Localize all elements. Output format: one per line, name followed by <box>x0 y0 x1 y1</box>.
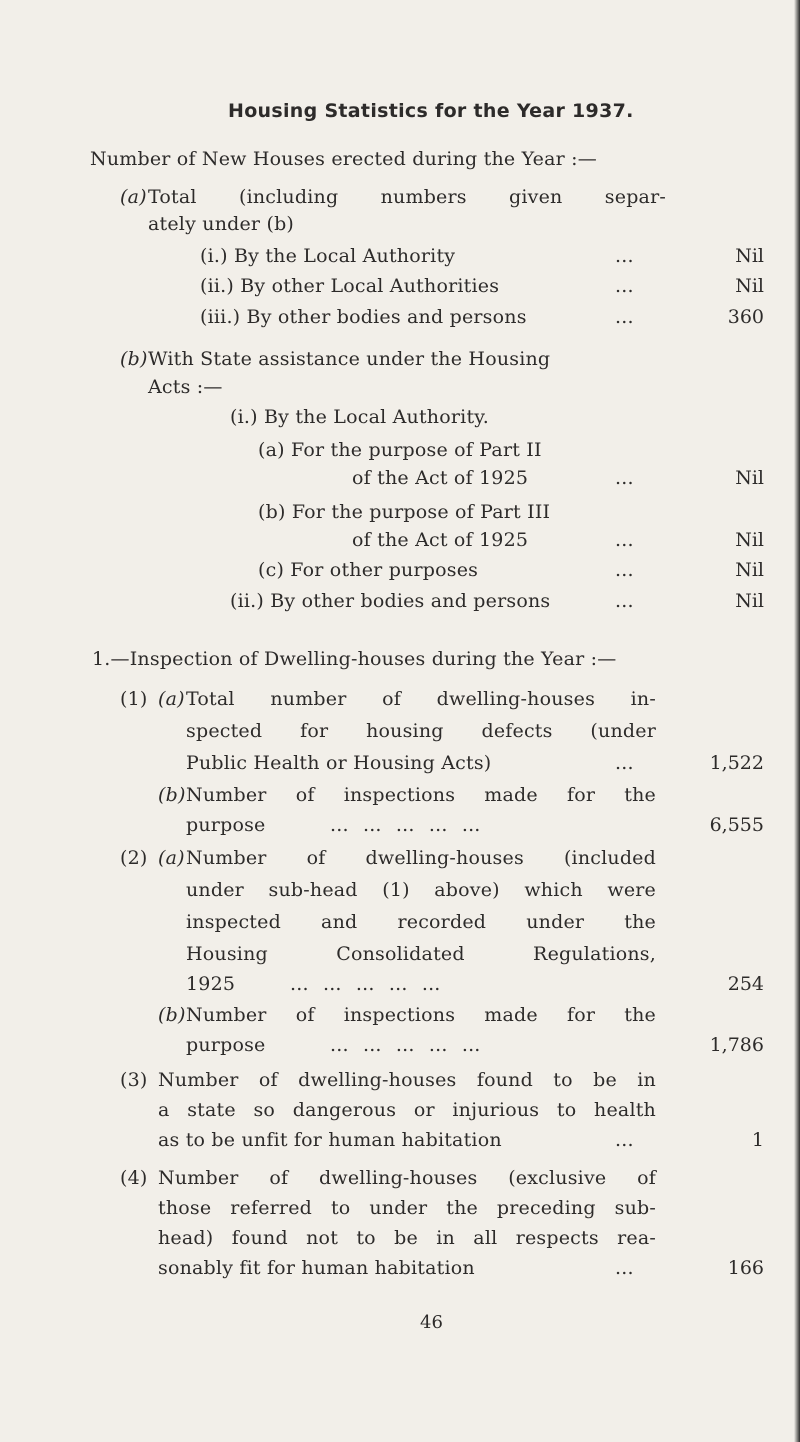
i1-number: (1) <box>120 688 148 710</box>
i1b-value: 6,555 <box>709 814 764 836</box>
item-a-text-line2: ately under (b) <box>148 213 295 235</box>
new-houses-heading: Number of New Houses erected during the Year :— <box>90 148 597 170</box>
page-number: 46 <box>420 1312 443 1333</box>
b-i-b-value: Nil <box>735 529 764 551</box>
i2a-line5: 1925 <box>186 973 236 995</box>
i4-line1: Number of dwelling-houses (exclusive of <box>158 1167 656 1189</box>
b-i-b-line2: of the Act of 1925 <box>352 529 529 551</box>
a-iii-label: (iii.) By other bodies and persons <box>200 306 527 328</box>
a-ii-label: (ii.) By other Local Authorities <box>200 275 500 297</box>
i1a-line2: spected for housing defects (under <box>186 720 656 742</box>
i1b-label: (b) <box>158 784 186 806</box>
item-b-text-line1: With State assistance under the Housing <box>148 348 551 370</box>
b-i-a-line2: of the Act of 1925 <box>352 467 529 489</box>
b-i-label: (i.) By the Local Authority. <box>230 406 489 428</box>
i2b-line1: Number of inspections made for the <box>186 1004 656 1026</box>
leader-dots: ... <box>615 306 634 328</box>
i4-line4: sonably fit for human habitation <box>158 1257 475 1279</box>
leader-dots: ... <box>615 529 634 551</box>
i3-line1: Number of dwelling-houses found to be in <box>158 1069 656 1091</box>
inspection-heading: 1.—Inspection of Dwelling-houses during the Year :— <box>92 648 617 670</box>
item-b-text-line2: Acts :— <box>148 376 223 398</box>
leader-dots: ... <box>615 275 634 297</box>
i1b-line2: purpose <box>186 814 266 836</box>
i3-line3: as to be unfit for human habitation <box>158 1129 502 1151</box>
i2b-line2: purpose <box>186 1034 266 1056</box>
i3-number: (3) <box>120 1069 148 1091</box>
i1a-value: 1,522 <box>709 752 764 774</box>
i3-value: 1 <box>751 1129 764 1151</box>
i1a-label: (a) <box>158 688 185 710</box>
i2a-line1: Number of dwelling-houses (included <box>186 847 656 869</box>
i2b-label: (b) <box>158 1004 186 1026</box>
b-i-c-value: Nil <box>735 559 764 581</box>
i4-value: 166 <box>727 1257 764 1279</box>
i3-line2: a state so dangerous or injurious to health <box>158 1099 656 1121</box>
a-i-label: (i.) By the Local Authority <box>200 245 456 267</box>
leader-dots: ... <box>615 245 634 267</box>
item-a-label: (a) <box>120 186 147 208</box>
leader-dots: ... <box>615 1129 634 1151</box>
page-title: Housing Statistics for the Year 1937. <box>228 100 634 122</box>
i1a-line1: Total number of dwelling-houses in- <box>186 688 656 710</box>
item-b-label: (b) <box>120 348 148 370</box>
leader-dots: ... <box>615 752 634 774</box>
i1b-line1: Number of inspections made for the <box>186 784 656 806</box>
i2-number: (2) <box>120 847 148 869</box>
i4-line3: head) found not to be in all respects rea- <box>158 1227 656 1249</box>
a-iii-value: 360 <box>727 306 764 328</box>
b-i-a-value: Nil <box>735 467 764 489</box>
item-a-text-line1: Total (including numbers given separ- <box>148 186 666 208</box>
b-i-b-line1: (b) For the purpose of Part III <box>258 501 551 523</box>
b-ii-line: (ii.) By other bodies and persons <box>230 590 551 612</box>
leader-dots: ... ... ... ... ... <box>330 814 481 836</box>
i2a-line3: inspected and recorded under the <box>186 911 656 933</box>
page-edge-shadow <box>794 0 800 1442</box>
i2a-value: 254 <box>727 973 764 995</box>
leader-dots: ... <box>615 559 634 581</box>
i2a-label: (a) <box>158 847 185 869</box>
i2a-line2: under sub-head (1) above) which were <box>186 879 656 901</box>
a-ii-value: Nil <box>735 275 764 297</box>
leader-dots: ... ... ... ... ... <box>290 973 441 995</box>
i1a-line3: Public Health or Housing Acts) <box>186 752 492 774</box>
leader-dots: ... ... ... ... ... <box>330 1034 481 1056</box>
leader-dots: ... <box>615 590 634 612</box>
b-i-c-line: (c) For other purposes <box>258 559 479 581</box>
a-i-value: Nil <box>735 245 764 267</box>
b-ii-value: Nil <box>735 590 764 612</box>
i4-number: (4) <box>120 1167 148 1189</box>
leader-dots: ... <box>615 467 634 489</box>
i2a-line4: Housing Consolidated Regulations, <box>186 943 656 965</box>
i4-line2: those referred to under the preceding sub- <box>158 1197 656 1219</box>
leader-dots: ... <box>615 1257 634 1279</box>
b-i-a-line1: (a) For the purpose of Part II <box>258 439 542 461</box>
i2b-value: 1,786 <box>709 1034 764 1056</box>
